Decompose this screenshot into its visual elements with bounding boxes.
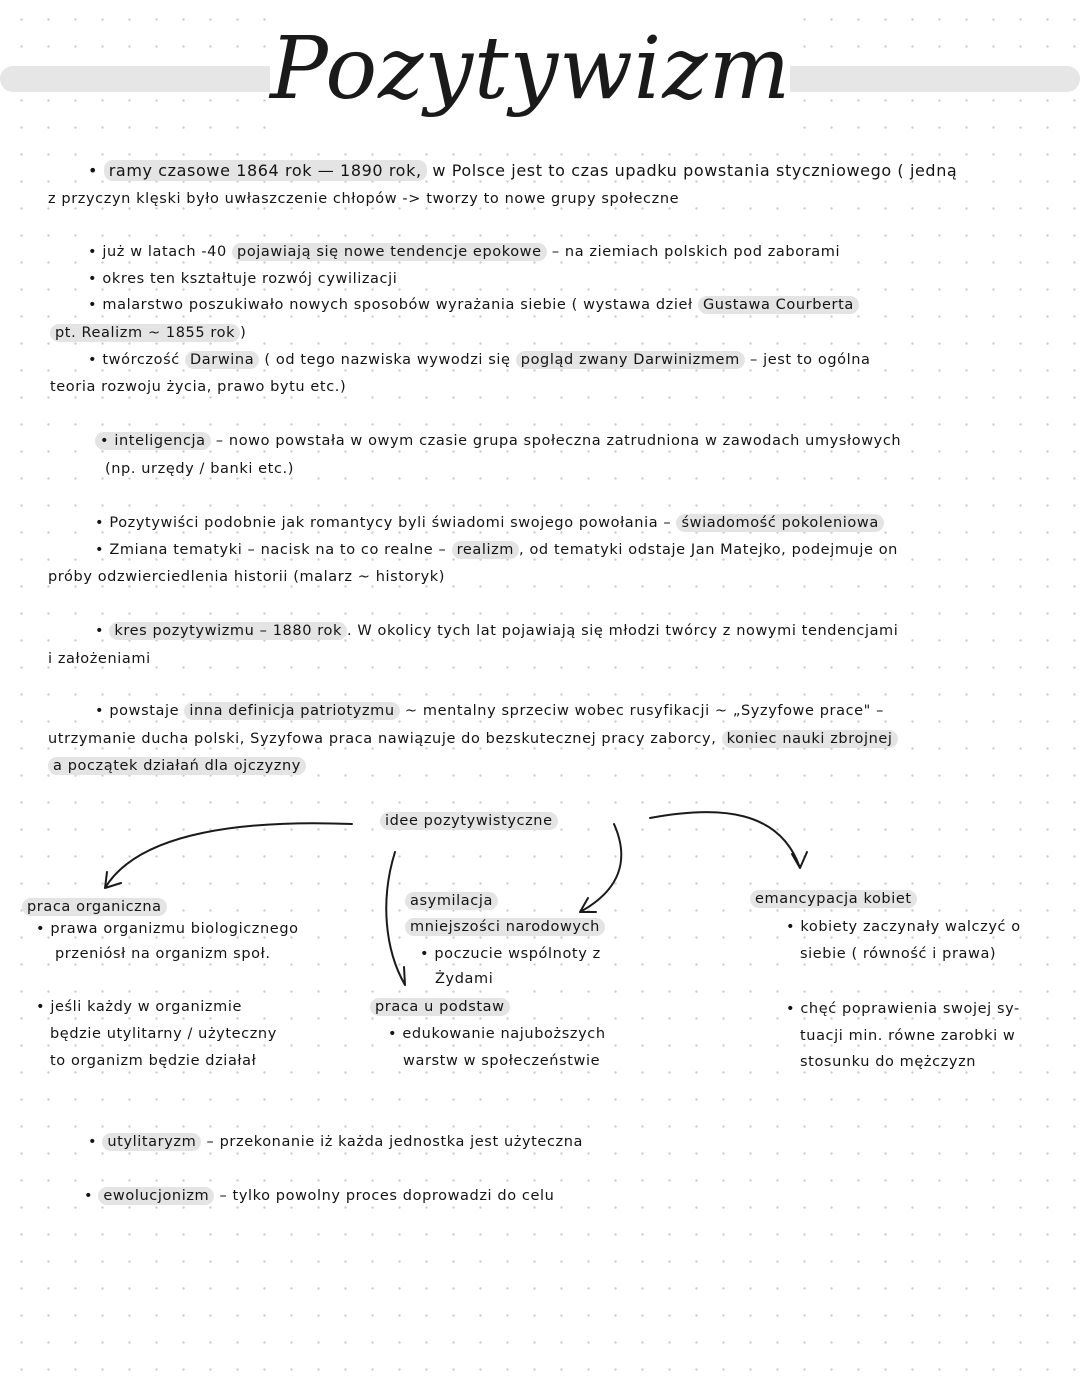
arrow-to-emancypacja — [650, 812, 807, 868]
highlighted-text: a początek działań dla ojczyzny — [48, 757, 306, 775]
note-text: • poczucie wspólnoty z — [420, 946, 601, 962]
note-line — [95, 512, 884, 534]
note-text: • powstaje — [95, 703, 185, 719]
note-text: • jeśli każdy w organizmie — [36, 999, 243, 1015]
highlighted-text: kres pozytywizmu – 1880 rok — [109, 622, 347, 640]
highlighted-text: koniec nauki zbrojnej — [722, 730, 898, 748]
mind-map-node — [388, 1023, 606, 1045]
mind-map-node — [370, 996, 510, 1018]
mind-map-node — [50, 1023, 277, 1045]
note-text: utrzymanie ducha polski, Syzyfowa praca nawiązuje do bezskutecznej pracy zaborcy, — [48, 731, 722, 747]
mind-map-node — [800, 1051, 976, 1073]
note-text: • już w latach -40 — [88, 244, 233, 260]
note-line — [48, 728, 898, 750]
note-text: • — [88, 1134, 103, 1150]
note-text: teoria rozwoju życia, prawo bytu etc.) — [50, 379, 347, 395]
arrow-to-asymilacja — [580, 824, 621, 912]
footer-line — [88, 1131, 583, 1153]
mind-map-node — [435, 968, 493, 990]
note-text: • twórczość — [88, 352, 186, 368]
mind-map-node — [750, 888, 917, 910]
mind-map-node — [50, 1050, 256, 1072]
highlighted-text: inna definicja patriotyzmu — [184, 702, 399, 720]
highlighted-text: ramy czasowe 1864 rok — 1890 rok, — [104, 160, 427, 181]
note-text: tuacji min. równe zarobki w — [800, 1028, 1016, 1044]
note-text: w Polsce jest to czas upadku powstania styczniowego ( jedną — [426, 161, 958, 180]
note-text: przeniósł na organizm społ. — [55, 946, 271, 962]
note-text: stosunku do mężczyzn — [800, 1054, 977, 1070]
mind-map-node — [786, 916, 1021, 938]
highlighted-text: pt. Realizm ~ 1855 rok — [50, 324, 240, 342]
note-text: z przyczyn klęski było uwłaszczenie chłopów -> tworzy to nowe grupy społeczne — [48, 191, 680, 207]
note-text: (np. urzędy / banki etc.) — [105, 461, 294, 477]
note-text: warstw w społeczeństwie — [403, 1053, 601, 1069]
mind-map-node — [800, 943, 996, 965]
note-line — [50, 376, 346, 398]
note-text: ( od tego nazwiska wywodzi się — [259, 352, 516, 368]
note-text: – tylko powolny proces doprowadzi do celu — [214, 1188, 555, 1204]
note-text: • kobiety zaczynały walczyć o — [786, 919, 1021, 935]
note-line — [88, 241, 840, 263]
note-line — [88, 268, 397, 290]
note-text: – jest to ogólna — [744, 352, 871, 368]
note-text: i założeniami — [48, 651, 151, 667]
highlighted-text: Darwina — [185, 351, 259, 369]
note-line — [48, 188, 679, 210]
note-line — [88, 349, 871, 371]
note-text: • — [95, 623, 110, 639]
note-line — [95, 539, 898, 561]
note-text: siebie ( równość i prawa) — [800, 946, 997, 962]
note-text: • Zmiana tematyki – nacisk na to co realne – — [95, 542, 452, 558]
mind-map-node — [36, 918, 299, 940]
mind-map-node — [36, 996, 242, 1018]
highlighted-text: Gustawa Courberta — [698, 296, 859, 314]
note-text: • malarstwo poszukiwało nowych sposobów wyrażania siebie ( wystawa dzieł — [88, 297, 698, 313]
highlighted-text: utylitaryzm — [102, 1133, 201, 1151]
note-text: • edukowanie najuboższych — [388, 1026, 606, 1042]
note-text: • Pozytywiści podobnie jak romantycy byli świadomi swojego powołania – — [95, 515, 677, 531]
page-title: Pozytywizm — [270, 4, 790, 134]
note-line — [50, 322, 246, 344]
note-text: będzie utylitarny / użyteczny — [50, 1026, 277, 1042]
highlighted-text: emancypacja kobiet — [750, 890, 917, 908]
note-line — [105, 458, 294, 480]
mind-map-node — [800, 1025, 1015, 1047]
mind-map-node — [405, 890, 498, 912]
note-line — [95, 700, 884, 722]
highlighted-text: pogląd zwany Darwinizmem — [516, 351, 745, 369]
note-text: • — [88, 161, 104, 180]
note-text: , od tematyki odstaje Jan Matejko, podejmuje on — [519, 542, 898, 558]
highlighted-text: ewolucjonizm — [98, 1187, 214, 1205]
note-line — [95, 620, 898, 642]
note-text: . W okolicy tych lat pojawiają się młodzi twórcy z nowymi tendencjami — [346, 623, 899, 639]
mind-map-node — [22, 896, 167, 918]
arrow-to-praca-u-podstaw — [386, 852, 405, 985]
note-text: ~ mentalny sprzeciw wobec rusyfikacji ~ „Syzyfowe prace" – — [399, 703, 885, 719]
mind-map-node — [786, 998, 1020, 1020]
note-text: • okres ten kształtuje rozwój cywilizacji — [88, 271, 398, 287]
note-line — [48, 648, 151, 670]
note-text: – na ziemiach polskich pod zaborami — [546, 244, 841, 260]
note-text: – przekonanie iż każda jednostka jest użyteczna — [201, 1134, 584, 1150]
mind-map-node — [405, 916, 605, 938]
highlighted-text: idee pozytywistyczne — [380, 812, 558, 830]
note-line — [48, 755, 306, 777]
highlighted-text: praca u podstaw — [370, 998, 510, 1016]
highlighted-text: • inteligencja — [95, 432, 211, 450]
note-text: • chęć poprawienia swojej sy- — [786, 1001, 1020, 1017]
note-line — [95, 430, 901, 452]
highlighted-text: mniejszości narodowych — [405, 918, 605, 936]
note-text: ) — [240, 325, 247, 341]
highlighted-text: praca organiczna — [22, 898, 167, 916]
highlighted-text: świadomość pokoleniowa — [676, 514, 883, 532]
note-line — [88, 294, 859, 316]
highlighted-text: pojawiają się nowe tendencje epokowe — [232, 243, 547, 261]
note-line — [88, 160, 957, 182]
note-line — [48, 566, 445, 588]
mind-map-node — [420, 943, 601, 965]
arrow-to-praca-organiczna — [105, 823, 352, 888]
note-text: – nowo powstała w owym czasie grupa społeczna zatrudniona w zawodach umysłowych — [210, 433, 902, 449]
mind-map-node — [55, 943, 271, 965]
note-text: to organizm będzie działał — [50, 1053, 257, 1069]
mind-map-node — [380, 810, 558, 832]
highlighted-text: asymilacja — [405, 892, 498, 910]
note-text: • — [84, 1188, 99, 1204]
note-text: • prawa organizmu biologicznego — [36, 921, 299, 937]
footer-line — [84, 1185, 554, 1207]
highlighted-text: realizm — [452, 541, 519, 559]
mind-map-node — [403, 1050, 600, 1072]
note-text: próby odzwierciedlenia historii (malarz ~ historyk) — [48, 569, 446, 585]
note-text: Żydami — [435, 971, 494, 987]
